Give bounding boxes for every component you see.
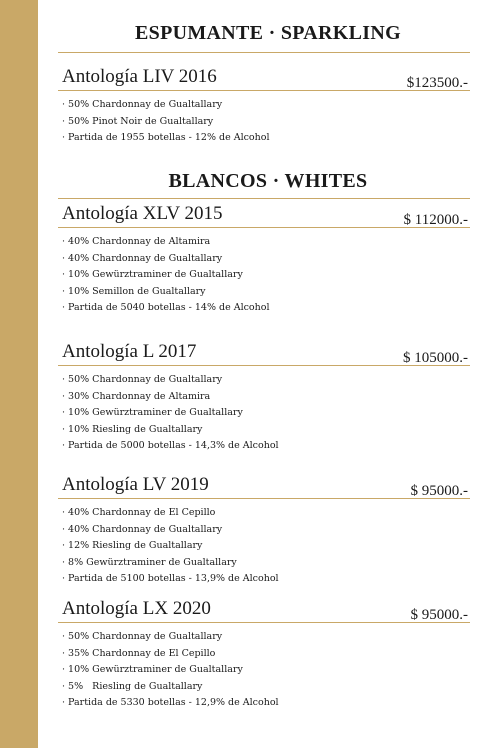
wine-name: Antología LIV 2016 (62, 66, 217, 87)
section-divider (58, 198, 470, 199)
wine-name: Antología XLV 2015 (62, 203, 223, 224)
gold-side-bar (0, 0, 38, 748)
wine-details (62, 505, 470, 588)
section-title-sparkling: ESPUMANTE · SPARKLING (135, 22, 401, 44)
section-sparkling (58, 22, 478, 53)
section-divider (58, 52, 470, 53)
wine-details (62, 372, 470, 455)
detail-line: · 10% Semillon de Gualtallary (62, 285, 206, 297)
detail-line: · 30% Chardonnay de Altamira (62, 390, 211, 402)
detail-line: · Partida de 5000 botellas - 14,3% de Alcohol (62, 440, 279, 451)
detail-line: · 35% Chardonnay de El Cepillo (62, 647, 216, 659)
wine-price: $ 105000.- (403, 350, 468, 366)
detail-line: · Partida de 5040 botellas - 14% de Alcohol (62, 302, 270, 313)
wine-name: Antología LV 2019 (62, 474, 209, 495)
wine-item-lv-2019 (58, 472, 470, 588)
wine-price: $ 112000.- (403, 212, 468, 228)
detail-line: · 10% Gewürztraminer de Gualtallary (62, 407, 243, 418)
detail-line: · Partida de 5100 botellas - 13,9% de Alcohol (62, 573, 279, 584)
wine-details (62, 629, 470, 712)
detail-line: · Partida de 1955 botellas - 12% de Alcohol (62, 132, 270, 143)
detail-line: · 40% Chardonnay de El Cepillo (62, 507, 216, 518)
section-whites (58, 170, 478, 199)
detail-line: · 50% Chardonnay de Gualtallary (62, 631, 223, 642)
wine-header (58, 472, 470, 499)
detail-line: · 40% Chardonnay de Gualtallary (62, 523, 223, 535)
detail-line: · 8% Gewürztraminer de Gualtallary (62, 556, 237, 568)
detail-line: · 50% Pinot Noir de Gualtallary (62, 115, 214, 127)
detail-line: · 50% Chardonnay de Gualtallary (62, 374, 223, 385)
wine-name: Antología L 2017 (62, 341, 197, 362)
detail-line: · 50% Chardonnay de Gualtallary (62, 99, 223, 110)
detail-line: · 10% Gewürztraminer de Gualtallary (62, 664, 243, 675)
wine-header (58, 596, 470, 623)
detail-line: · 10% Gewürztraminer de Gualtallary (62, 269, 243, 280)
wine-details (62, 234, 470, 317)
detail-line: · 40% Chardonnay de Gualtallary (62, 252, 223, 264)
wine-price: $123500.- (406, 75, 468, 91)
wine-item-l-2017 (58, 339, 470, 455)
detail-line: · 40% Chardonnay de Altamira (62, 236, 211, 247)
wine-item-lx-2020 (58, 596, 470, 712)
wine-item-xlv-2015 (58, 201, 470, 317)
wine-item-liv-2016 (58, 64, 470, 147)
detail-line: · 5% Riesling de Gualtallary (62, 680, 203, 692)
wine-name: Antología LX 2020 (62, 598, 211, 619)
wine-header (58, 201, 470, 228)
wine-price: $ 95000.- (410, 483, 468, 499)
wine-details (62, 97, 470, 147)
wine-header (58, 64, 470, 91)
wine-price: $ 95000.- (410, 607, 468, 623)
detail-line: · 10% Riesling de Gualtallary (62, 423, 203, 435)
detail-line: · Partida de 5330 botellas - 12,9% de Alcohol (62, 697, 279, 708)
section-title-whites: BLANCOS · WHITES (168, 170, 368, 192)
wine-header (58, 339, 470, 366)
detail-line: · 12% Riesling de Gualtallary (62, 540, 203, 551)
